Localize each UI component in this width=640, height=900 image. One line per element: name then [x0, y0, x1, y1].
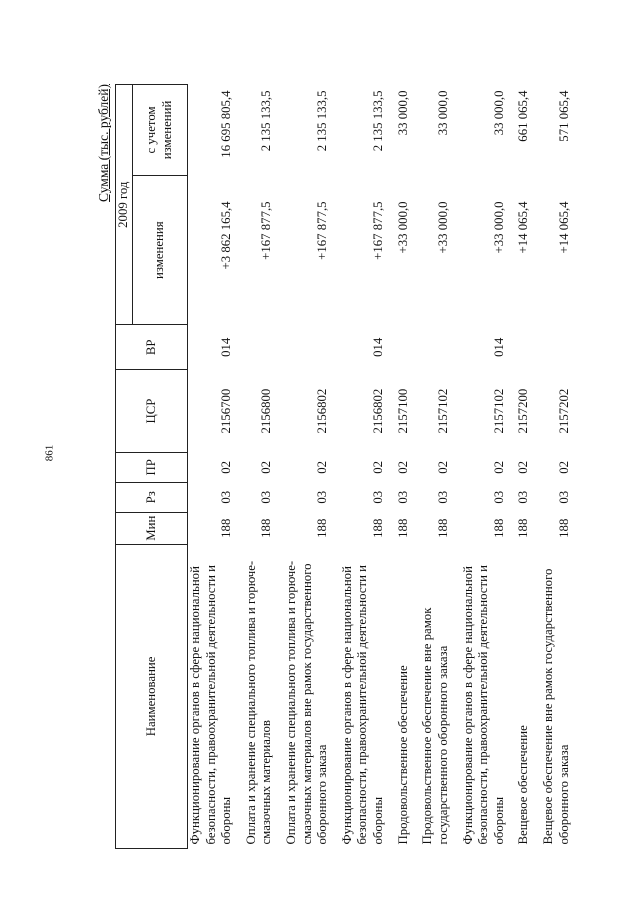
- header-with-changes: с учетом изменений: [133, 85, 188, 176]
- header-year: 2009 год: [116, 85, 133, 325]
- row-pr: 02: [516, 460, 531, 474]
- row-vr: [396, 325, 421, 370]
- row-pr: 02: [435, 460, 450, 474]
- row-min: 188: [491, 518, 506, 538]
- row-total: 2 135 133,5: [259, 90, 274, 152]
- row-csr: 2157102: [435, 388, 450, 434]
- row-min: 188: [315, 518, 330, 538]
- row-total: 33 000,0: [491, 90, 506, 136]
- row-name: Функционирование органов в сфере национальной безопасности, правоохранительной деятельности и обороны: [188, 565, 234, 845]
- header-pr: ПР: [116, 452, 188, 482]
- row-pr: 02: [395, 460, 410, 474]
- table-row: [340, 85, 396, 849]
- row-min: 188: [259, 518, 274, 538]
- row-min: 188: [516, 518, 531, 538]
- row-min: 188: [371, 518, 386, 538]
- row-name: Продовольственное обеспечение вне рамок государственного оборонного заказа: [420, 607, 450, 845]
- row-total: 33 000,0: [435, 90, 450, 136]
- table-row: [188, 85, 244, 849]
- row-pr: 02: [259, 460, 274, 474]
- row-total: 2 135 133,5: [315, 90, 330, 152]
- row-total: 33 000,0: [395, 90, 410, 136]
- row-min: 188: [219, 518, 234, 538]
- header-min: Мин: [116, 512, 188, 544]
- row-csr: 2156800: [259, 388, 274, 434]
- row-vr: [420, 325, 460, 370]
- row-pr: 02: [491, 460, 506, 474]
- row-vr: [284, 325, 340, 370]
- table-body: [188, 85, 582, 849]
- row-total: 2 135 133,5: [371, 90, 386, 152]
- row-min: 188: [556, 518, 571, 538]
- row-name: Функционирование органов в сфере национальной безопасности, правоохранительной деятельности и обороны: [339, 565, 386, 845]
- row-pr: 02: [315, 460, 330, 474]
- row-min: 188: [395, 518, 410, 538]
- row-change: +14 065,4: [516, 201, 531, 254]
- row-rz: 03: [516, 490, 531, 504]
- row-total: 661 065,4: [516, 90, 531, 142]
- row-rz: 03: [315, 490, 330, 504]
- row-vr: [516, 325, 541, 370]
- units-caption: Сумма (тыс. рублей): [96, 84, 111, 202]
- page-number: 861: [43, 444, 56, 462]
- row-csr: 2156700: [219, 388, 234, 434]
- budget-table: [115, 84, 581, 849]
- row-change: +14 065,4: [556, 201, 571, 254]
- header-name: Наименование: [116, 544, 188, 848]
- row-vr: 014: [491, 337, 506, 357]
- row-name: Оплата и хранение специального топлива и горюче-смазочных материалов: [243, 560, 274, 845]
- table-row: [284, 85, 340, 849]
- row-csr: 2157100: [395, 388, 410, 434]
- row-name: Функционирование органов в сфере национальной безопасности, правоохранительной деятельности и обороны: [460, 565, 506, 845]
- table-row: [461, 85, 517, 849]
- row-rz: 03: [491, 490, 506, 504]
- header-rz: Рз: [116, 482, 188, 512]
- table-row: [420, 85, 460, 849]
- row-change: +33 000,0: [435, 201, 450, 254]
- row-change: +167 877,5: [259, 201, 274, 260]
- row-name: Продовольственное обеспечение: [395, 665, 410, 845]
- row-csr: 2157102: [491, 388, 506, 434]
- row-vr: [244, 325, 284, 370]
- row-change: +33 000,0: [491, 201, 506, 254]
- table-header: [116, 85, 188, 849]
- table-row: [516, 85, 541, 849]
- row-csr: 2156802: [315, 388, 330, 434]
- header-csr: ЦСР: [116, 370, 188, 453]
- table-row: [396, 85, 421, 849]
- row-change: +167 877,5: [371, 201, 386, 260]
- row-pr: 02: [371, 460, 386, 474]
- row-vr: 014: [371, 337, 386, 357]
- row-csr: 2156802: [371, 388, 386, 434]
- row-name: Вещевое обеспечение вне рамок государственного оборонного заказа: [540, 568, 571, 845]
- row-csr: 2157200: [516, 388, 531, 434]
- row-change: +33 000,0: [395, 201, 410, 254]
- row-rz: 03: [259, 490, 274, 504]
- row-rz: 03: [371, 490, 386, 504]
- table-row: [244, 85, 284, 849]
- rotated-page-content: [96, 84, 571, 849]
- row-change: +3 862 165,4: [219, 201, 234, 270]
- row-change: +167 877,5: [315, 201, 330, 260]
- row-total: 16 695 805,4: [219, 90, 234, 158]
- row-name: Вещевое обеспечение: [516, 725, 531, 845]
- header-vr: ВР: [116, 325, 188, 370]
- row-rz: 03: [556, 490, 571, 504]
- row-total: 571 065,4: [556, 90, 571, 142]
- row-rz: 03: [395, 490, 410, 504]
- header-changes: изменения: [133, 175, 188, 324]
- row-vr: 014: [219, 337, 234, 357]
- row-pr: 02: [556, 460, 571, 474]
- row-name: Оплата и хранение специального топлива и горюче-смазочных материалов вне рамок государственного оборонного заказа: [284, 560, 330, 845]
- row-rz: 03: [219, 490, 234, 504]
- table-row: [541, 85, 581, 849]
- row-rz: 03: [435, 490, 450, 504]
- row-csr: 2157202: [556, 388, 571, 434]
- row-min: 188: [435, 518, 450, 538]
- row-pr: 02: [219, 460, 234, 474]
- row-vr: [541, 325, 581, 370]
